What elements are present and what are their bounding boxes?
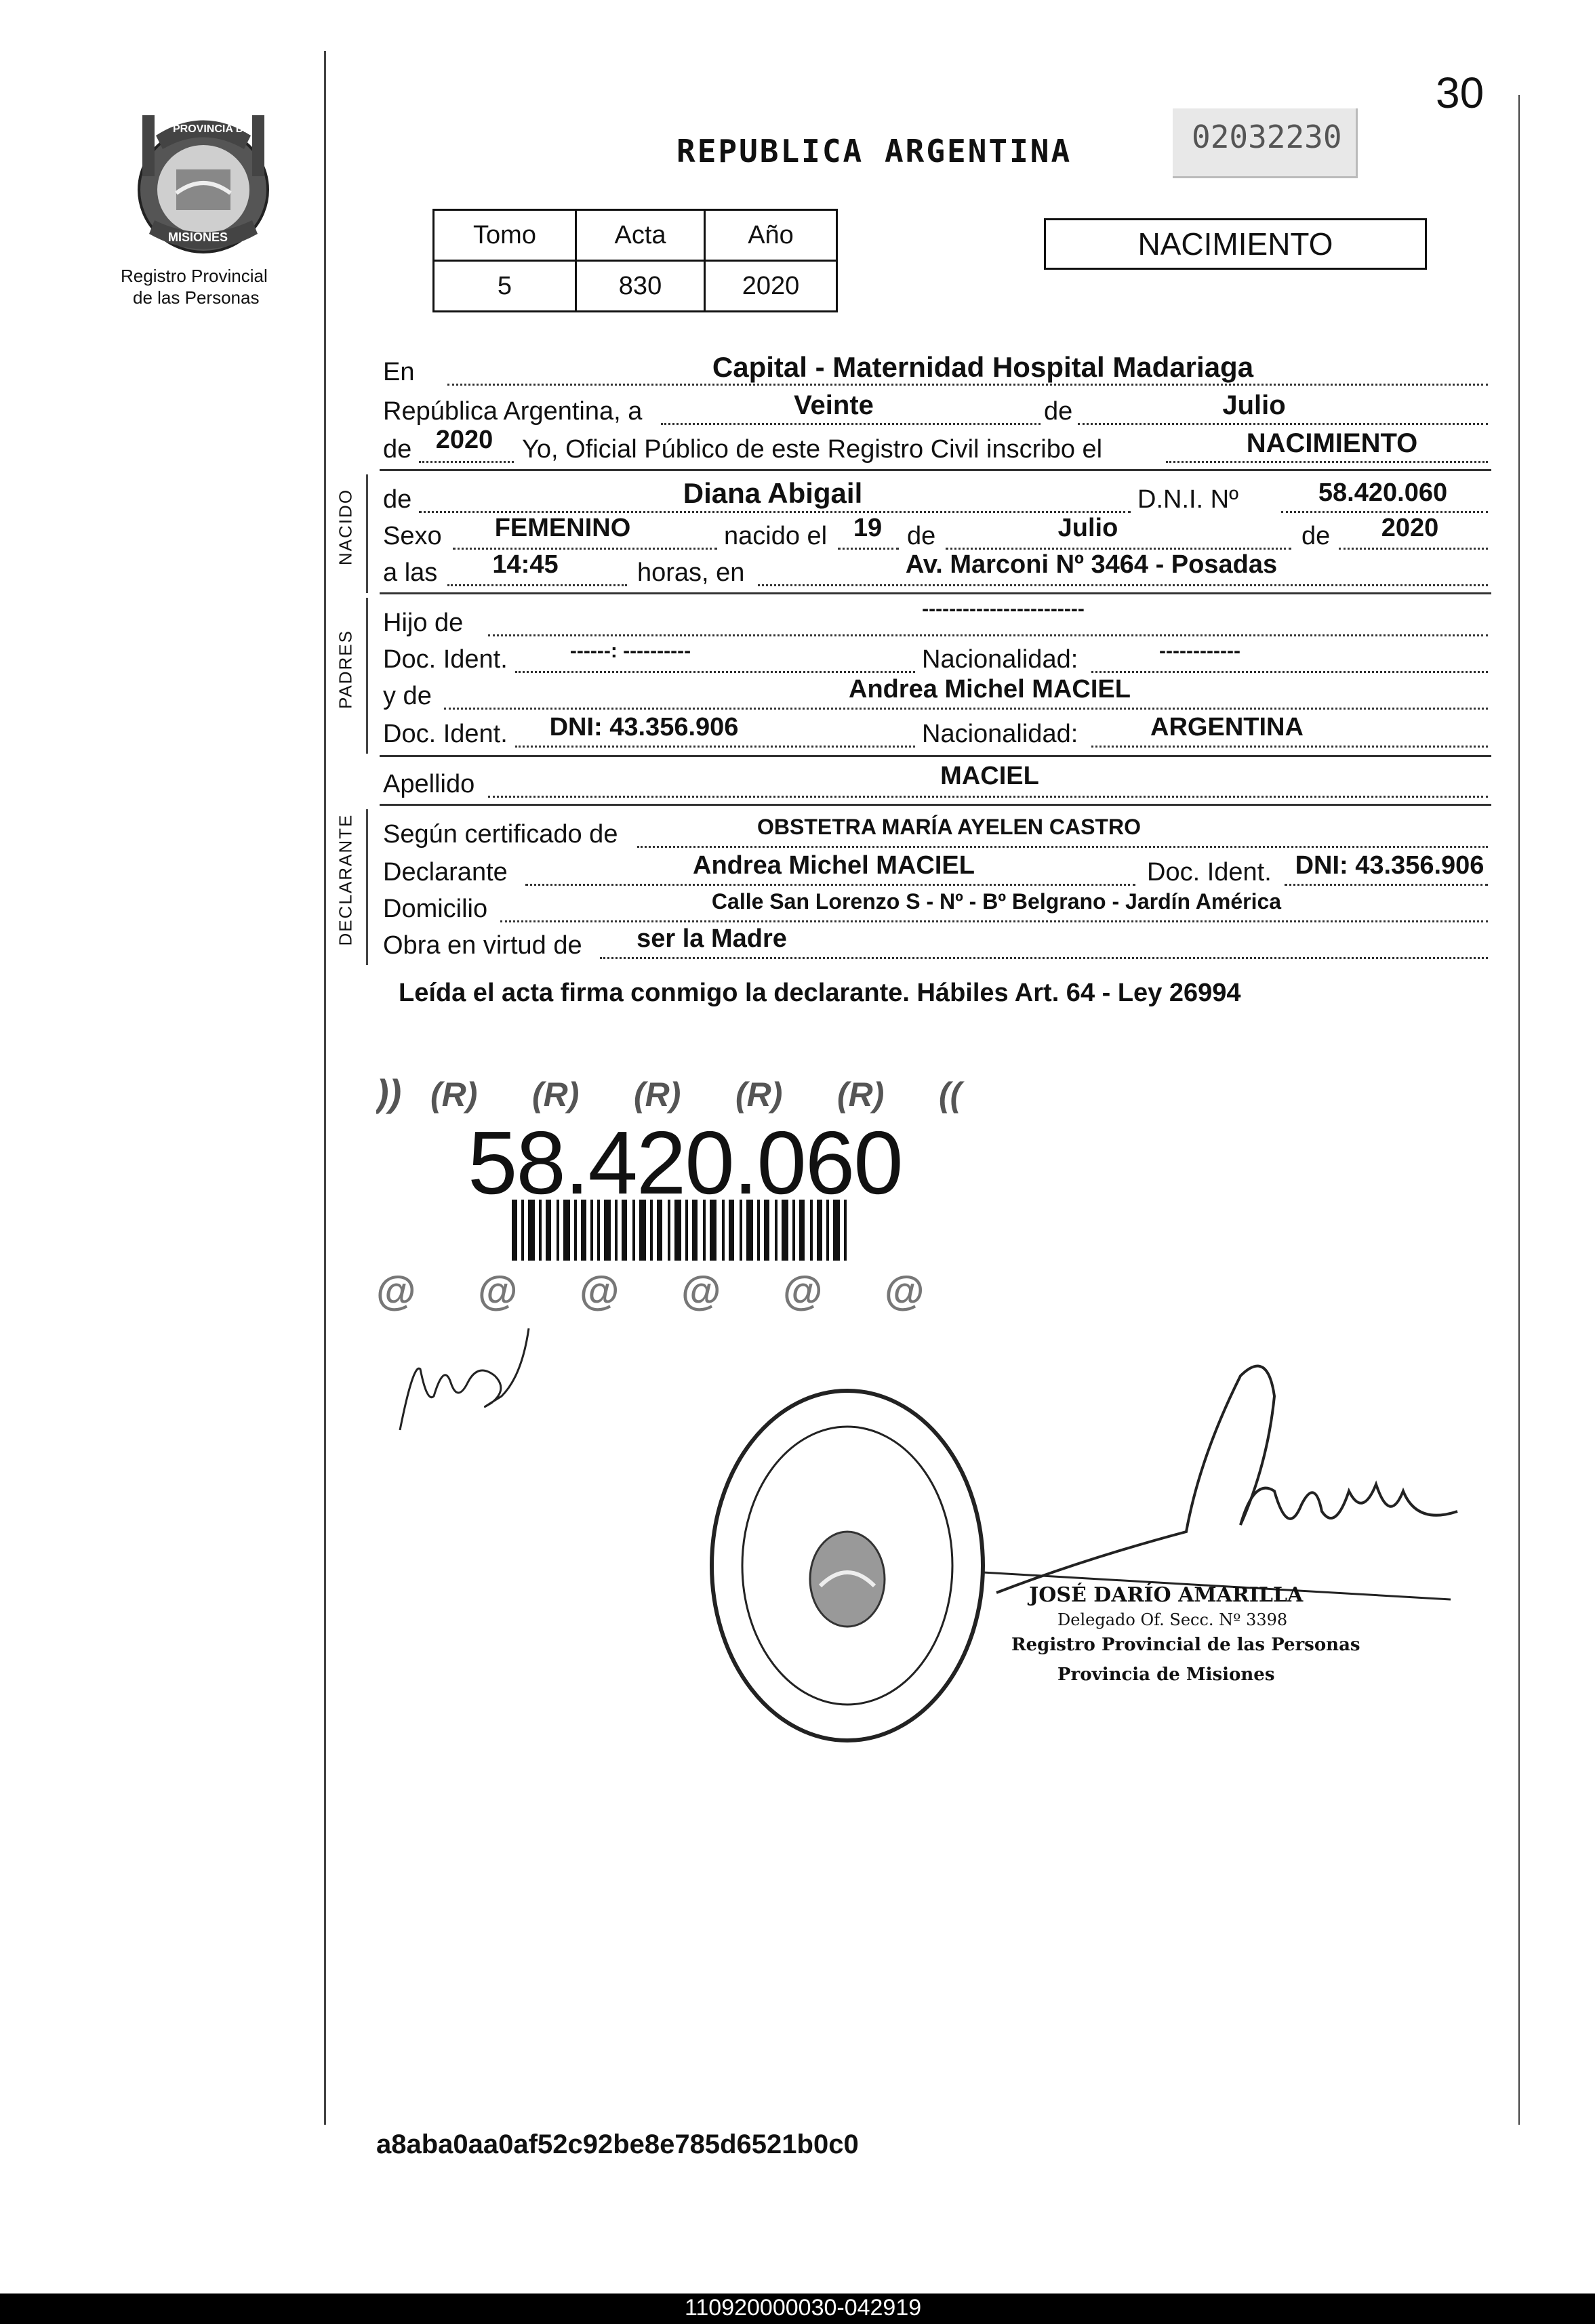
value-act-type: NACIMIENTO [1246,428,1418,458]
label-y-de: y de [383,682,432,710]
section-nacido: NACIDO [335,488,356,566]
svg-text:@: @ [681,1268,721,1313]
official-title: Delegado Of. Secc. Nº 3398 [1057,1610,1288,1629]
value-segun: OBSTETRA MARÍA AYELEN CASTRO [757,815,1141,839]
header-anio: Año [705,210,837,261]
value-mother-nac: ARGENTINA [1150,713,1304,741]
record-type: NACIMIENTO [1137,226,1333,262]
value-birth-day: 19 [853,514,883,542]
label-de-year: de [383,435,412,464]
official-office: Registro Provincial de las Personas [1011,1635,1360,1655]
right-margin-line [1518,95,1520,2125]
page-number: 30 [1436,68,1485,117]
closing-statement: Leída el acta firma conmigo la declarante. Hábiles Art. 64 - Ley 26994 [399,979,1241,1007]
record-type-box [1044,218,1427,270]
svg-text:(R): (R) [837,1076,885,1114]
document-hash: a8aba0aa0af52c92be8e785d6521b0c0 [376,2129,859,2159]
dots-time [447,584,627,586]
footer-code: 110920000030-042919 [685,2295,922,2321]
value-day-words: Veinte [794,390,874,420]
dots-father [488,634,1488,636]
label-birth-de: de [907,522,936,550]
dots-decl-doc [1285,884,1488,886]
dots-sexo [453,548,717,550]
official-province: Provincia de Misiones [1057,1665,1275,1685]
value-father-nac: ------------ [1159,640,1240,662]
dots-mother-nac [1091,746,1488,748]
seal-top-text: PROVINCIA DE [173,123,251,135]
value-obra: ser la Madre [637,924,787,953]
label-birth-de2: de [1301,522,1331,550]
declarant-signature [393,1322,542,1447]
label-nacido-el: nacido el [724,522,828,550]
label-doc-father: Doc. Ident. [383,645,508,674]
header-tomo: Tomo [434,210,576,261]
value-child-dni: 58.420.060 [1318,478,1448,507]
stamp-number: 02032230 [1192,119,1342,155]
header-acta: Acta [576,210,705,261]
value-birth-place: Av. Marconi Nº 3464 - Posadas [905,550,1278,579]
dots-birth-month [946,548,1291,550]
value-birth-year: 2020 [1381,514,1439,542]
dots-birth-day [838,548,899,550]
label-nacionalidad-mother: Nacionalidad: [922,720,1078,748]
value-domicilio: Calle San Lorenzo S - Nº - Bº Belgrano - Jardín América [711,889,1282,914]
label-segun: Según certificado de [383,820,618,849]
svg-text:@: @ [580,1268,620,1313]
label-a-las: a las [383,558,438,587]
label-sexo: Sexo [383,522,442,550]
value-month: Julio [1222,390,1286,420]
svg-text:@: @ [376,1268,416,1313]
divider-4 [380,804,1491,806]
declarante-bar [366,809,368,965]
label-en: En [383,358,415,386]
dots-declarante [525,884,1135,886]
round-official-seal [705,1383,990,1752]
value-child-name: Diana Abigail [683,477,863,509]
dots-name [419,511,1131,513]
label-declarante: Declarante [383,858,508,886]
dots-dni [1281,511,1488,513]
dots-apellido [488,796,1488,798]
label-de-month: de [1044,397,1073,426]
label-apellido: Apellido [383,770,475,798]
dots-obra [600,957,1488,959]
record-table [432,209,838,312]
svg-text:(R): (R) [430,1076,478,1114]
nacido-bar [366,474,368,593]
dots-birth-place [758,584,1488,586]
svg-text:(R): (R) [735,1076,783,1114]
dots-mother-doc [515,746,915,748]
divider-2 [380,592,1491,594]
value-birth-month: Julio [1057,514,1118,542]
dots-mother [444,708,1488,710]
label-domicilio: Domicilio [383,895,488,923]
value-father: ------------------------ [922,598,1085,620]
seal-inner-text [691,1725,700,1726]
dots-month [1078,423,1488,425]
official-name: JOSÉ DARÍO AMARILLA [1029,1583,1304,1607]
padres-bar [366,598,368,754]
value-year: 2020 [435,426,493,454]
official-signature [983,1355,1471,1616]
label-obra: Obra en virtud de [383,931,582,960]
svg-text:)): )) [376,1072,402,1114]
section-declarante: DECLARANTE [335,813,356,946]
dots-father-nac [1091,671,1488,673]
seal-outer-text [691,1721,712,1722]
dots-en [447,384,1488,386]
dots-father-doc [515,671,915,673]
dots-act [1166,461,1488,463]
label-republica: República Argentina, a [383,397,643,426]
value-place-of-registration: Capital - Maternidad Hospital Madariaga [712,351,1254,383]
value-father-doc: ------: ---------- [569,640,691,662]
value-acta: 830 [576,261,705,312]
value-birth-time: 14:45 [492,550,559,579]
value-declarante: Andrea Michel MACIEL [693,851,975,880]
dots-domicilio [500,920,1488,922]
value-apellido: MACIEL [940,762,1039,790]
label-decl-doc: Doc. Ident. [1147,858,1272,886]
value-mother-doc: DNI: 43.356.906 [549,713,739,741]
left-margin-line [324,51,326,2125]
dots-segun [637,846,1488,848]
svg-text:(R): (R) [532,1076,580,1114]
barcode-number: 58.420.060 [468,1113,902,1212]
label-nacionalidad-father: Nacionalidad: [922,645,1078,674]
value-mother: Andrea Michel MACIEL [849,675,1131,704]
svg-text:((: (( [939,1076,962,1114]
dots-birth-year [1339,548,1488,550]
dots-day [661,423,1041,425]
label-doc-mother: Doc. Ident. [383,720,508,748]
label-de-name: de [383,485,412,514]
country-heading: REPUBLICA ARGENTINA [677,133,1072,169]
dots-year [419,461,514,463]
svg-text:@: @ [783,1268,823,1313]
svg-text:(R): (R) [634,1076,681,1114]
value-sexo: FEMENINO [494,514,631,542]
label-hijo-de: Hijo de [383,609,464,637]
registry-line-1: Registro Provincial [121,266,268,286]
svg-text:@: @ [478,1268,518,1313]
svg-text:@: @ [885,1268,925,1313]
value-tomo: 5 [434,261,576,312]
seal-bottom-text: MISIONES [168,230,228,244]
value-anio: 2020 [705,261,837,312]
label-horas-en: horas, en [637,558,745,587]
section-padres: PADRES [335,630,356,709]
registry-line-2: de las Personas [133,287,260,308]
value-decl-doc: DNI: 43.356.906 [1295,851,1485,880]
label-yo-oficial: Yo, Oficial Público de este Registro Civil inscribo el [522,435,1103,464]
divider-3 [380,755,1491,757]
label-dni: D.N.I. Nº [1137,485,1238,514]
divider-1 [380,469,1491,471]
